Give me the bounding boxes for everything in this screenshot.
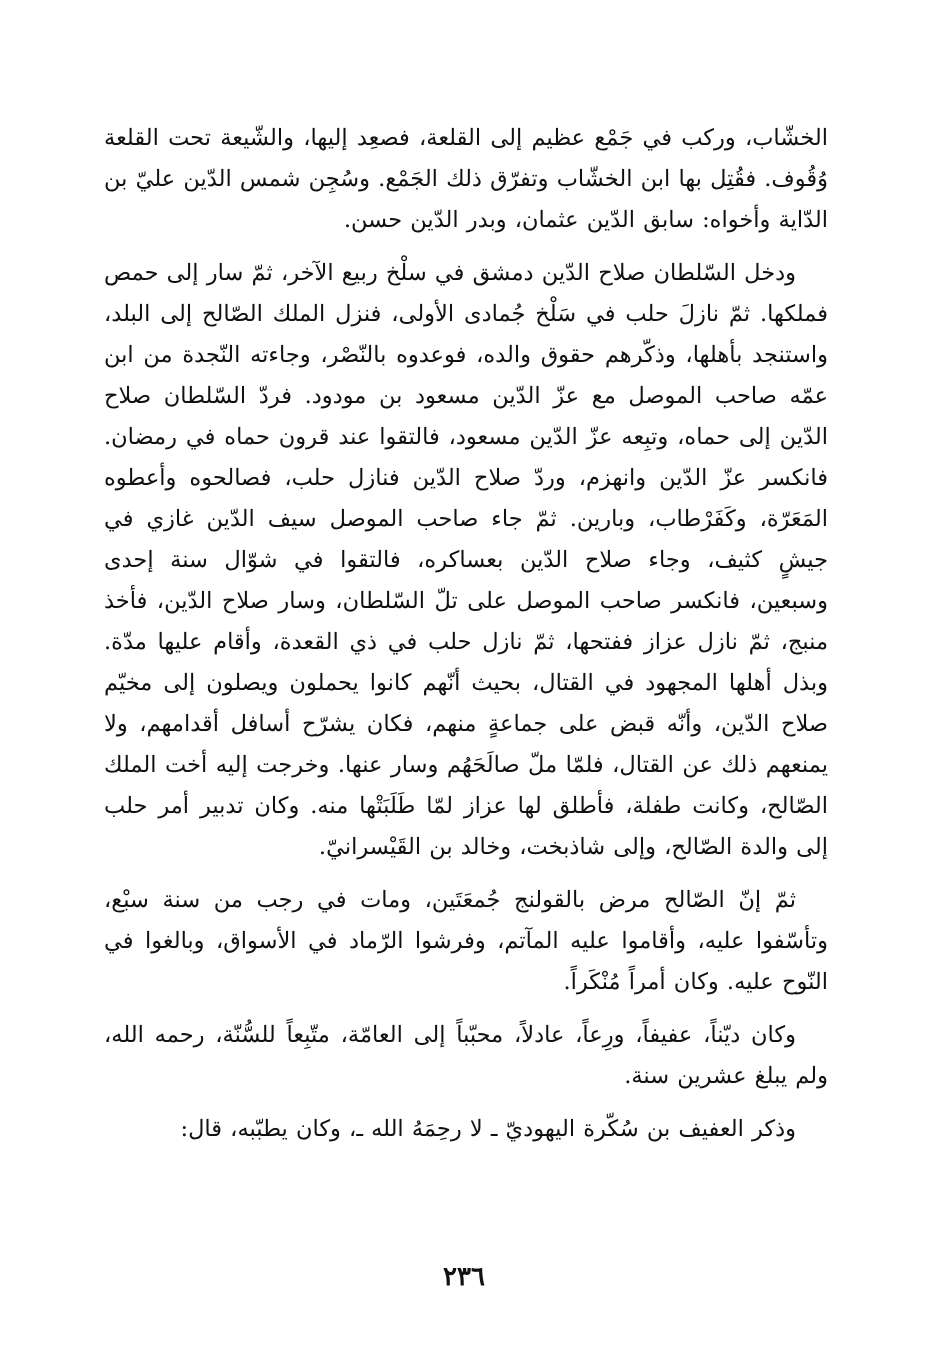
paragraph-4: وكان ديّناً، عفيفاً، ورِعاً، عادلاً، محبّباً إلى العامّة، متّبِعاً للسُّنّة، رحمه الله، ولم يبلغ عشرين سنة. — [104, 1022, 828, 1089]
paragraph-gap — [104, 1097, 828, 1109]
paragraph-gap — [104, 1003, 828, 1015]
paragraph-gap — [104, 241, 828, 253]
page-number: ٢٣٦ — [443, 1262, 485, 1292]
paragraph-gap — [104, 868, 828, 880]
paragraph-1: الخشّاب، وركب في جَمْع عظيم إلى القلعة، فصعِد إليها، والشّيعة تحت القلعة وُقُوف. فقُتِل بها ابن الخشّاب وتفرّق ذلك الجَمْع. وسُجِن شمس الدّين عليّ بن الدّاية وأخواه: سابق الدّين عثمان، وبدر الدّين حسن. — [104, 125, 828, 233]
main-text-column — [104, 118, 828, 1150]
paragraph-3: ثمّ إنّ الصّالح مرض بالقولنج جُمعَتَين، ومات في رجب من سنة سبْع، وتأسّفوا عليه، وأقاموا عليه المآتم، وفرشوا الرّماد في الأسواق، وبالغوا في النّوح عليه. وكان أمراً مُنْكَراً. — [104, 887, 828, 995]
paragraph-5: وذكر العفيف بن سُكّرة اليهوديّ ـ لا رحِمَهُ الله ـ، وكان يطبّبه، قال: — [180, 1116, 796, 1142]
paragraph-2: ودخل السّلطان صلاح الدّين دمشق في سلْخ ربيع الآخر، ثمّ سار إلى حمص فملكها. ثمّ نازلَ حلب في سَلْخ جُمادى الأولى، فنزل الملك الصّالح إلى البلد، واستنجد بأهلها، وذكّرهم حقوق والده، فوعدوه بالنّصْر، وجاءته النّجدة من ابن عمّه صاحب الموصل مع عزّ الدّين مسعود بن مودود. فردّ السّلطان صلاح الدّين إلى حماه، وتبِعه عزّ الدّين مسعود، فالتقوا عند قرون حماه في رمضان. فانكسر عزّ الدّين وانهزم، وردّ صلاح الدّين فنازل حلب، فصالحوه وأعطوه المَعَرّة، وكَفَرْطاب، وبارين. ثمّ جاء صاحب الموصل سيف الدّين غازي في جيشٍ كثيف، وجاء صلاح الدّين بعساكره، فالتقوا في شوّال سنة إحدى وسبعين، فانكسر صاحب الموصل على تلّ السّلطان، وسار صلاح الدّين، فأخذ منبج، ثمّ نازل عزاز ففتحها، ثمّ نازل حلب في ذي القعدة، وأقام عليها مدّة. وبذل أهلها المجهود في القتال، بحيث أنّهم كانوا يحملون ويصلون إلى مخيّم صلاح الدّين، وأنّه قبض على جماعةٍ منهم، فكان يشرّح أسافل أقدامهم، ولا يمنعهم ذلك عن القتال، فلمّا ملّ صالَحَهُم وسار عنها. وخرجت إليه أخت الملك الصّالح، وكانت طفلة، فأطلق لها عزاز لمّا طَلَبَتْها منه. وكان تدبير أمر حلب إلى والدة الصّالح، وإلى شاذبخت، وخالد بن القَيْسرانيّ. — [104, 260, 828, 860]
